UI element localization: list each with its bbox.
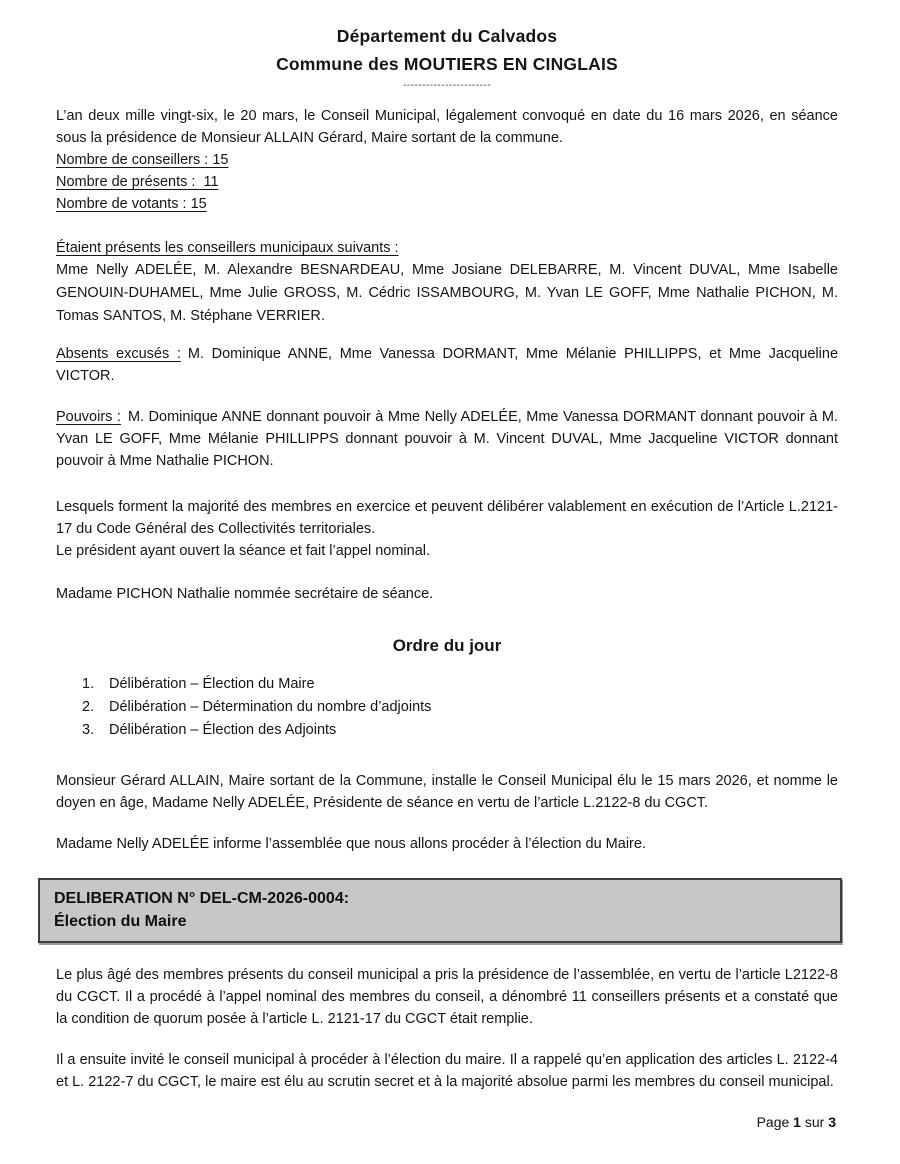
- presidence-paragraph: Le plus âgé des membres présents du conseil municipal a pris la présidence de l’assemblée, en vertu de l’article L2122-8 du CGCT. Il a procédé à l’appel nominal des membres du conseil, a dénombré 11 conseillers présents et a constaté que la condition de quorum posée à l’article L. 2121-17 du CGCT était remplie.: [56, 967, 838, 1027]
- agenda-item-1: [56, 673, 838, 696]
- installation-paragraph: Monsieur Gérard ALLAIN, Maire sortant de la Commune, installe le Conseil Municipal élu le 15 mars 2026, et nomme le doyen en âge, Madame Nelly ADELÉE, Présidente de séance en vertu de l’article L.2122-8 du CGCT.: [56, 773, 838, 811]
- counter-votants-text: Nombre de votants : 15: [56, 196, 207, 212]
- deliberation-header-box: [38, 878, 842, 943]
- department-title: Département du Calvados: [336, 26, 558, 46]
- deliberation-subject: Élection du Maire: [54, 913, 187, 930]
- absents-paragraph: [56, 343, 838, 387]
- page-footer: [757, 1112, 836, 1132]
- counter-votants: [56, 193, 838, 215]
- page-number: 1: [793, 1114, 801, 1130]
- absents-label: Absents excusés :: [56, 346, 181, 362]
- quorum-block: [56, 496, 838, 562]
- counter-conseillers-text: Nombre de conseillers : 15: [56, 152, 229, 168]
- counter-presents-text: Nombre de présents : 11: [56, 174, 219, 190]
- page-total: 3: [828, 1114, 836, 1130]
- secretary-line: Madame PICHON Nathalie nommée secrétaire de séance.: [56, 586, 434, 602]
- counters-block: [56, 149, 838, 215]
- page-word: Page: [756, 1114, 790, 1130]
- pouvoirs-text: M. Dominique ANNE donnant pouvoir à Mme Nelly ADELÉE, Mme Vanessa DORMANT donnant pouvoir à M. Yvan LE GOFF, Mme Mélanie PHILLIPPS donnant pouvoir à M. Vincent DUVAL, Mme Jacqueline VICTOR donnant pouvoir à Mme Nathalie PICHON.: [56, 409, 838, 469]
- deliberation-number: DELIBERATION N° DEL-CM-2026-0004:: [54, 890, 350, 907]
- agenda-item-3-label: Délibération – Élection des Adjoints: [109, 722, 337, 738]
- absents-text: M. Dominique ANNE, Mme Vanessa DORMANT, Mme Mélanie PHILLIPPS, et Mme Jacqueline VICTOR.: [56, 346, 839, 384]
- page-separator-word: sur: [804, 1114, 825, 1130]
- election-invitation-paragraph: Il a ensuite invité le conseil municipal à procéder à l’élection du maire. Il a rappelé qu’en application des articles L. 2122-4 et L. 2122-7 du CGCT, le maire est élu au scrutin secret et à la majorité absolue parmi les membres du conseil municipal.: [56, 1052, 838, 1090]
- appel-nominal-line: Le président ayant ouvert la séance et fait l’appel nominal.: [56, 543, 431, 559]
- agenda-item-3: [56, 719, 838, 742]
- presents-label-line: [56, 237, 838, 259]
- agenda-item-1-number: 1.: [82, 676, 95, 692]
- agenda-list: [56, 673, 838, 742]
- commune-title: Commune des MOUTIERS EN CINGLAIS: [276, 54, 618, 74]
- announcement-paragraph: Madame Nelly ADELÉE informe l’assemblée que nous allons procéder à l’élection du Maire.: [56, 836, 646, 852]
- agenda-item-2: [56, 696, 838, 719]
- agenda-item-2-number: 2.: [82, 699, 95, 715]
- dotted-separator: -----------------------: [402, 80, 492, 91]
- document-header: [56, 24, 838, 92]
- presents-label: Étaient présents les conseillers municipaux suivants :: [56, 240, 399, 256]
- counter-presents: [56, 171, 838, 193]
- counter-conseillers: [56, 149, 838, 171]
- agenda-item-1-label: Délibération – Élection du Maire: [109, 676, 315, 692]
- pouvoirs-label: Pouvoirs :: [56, 409, 121, 425]
- convocation-paragraph: L’an deux mille vingt-six, le 20 mars, le Conseil Municipal, légalement convoqué en date du 16 mars 2026, en séance sous la présidence de Monsieur ALLAIN Gérard, Maire sortant de la commune.: [56, 108, 838, 146]
- agenda-title: Ordre du jour: [392, 636, 502, 655]
- presents-names: Mme Nelly ADELÉE, M. Alexandre BESNARDEAU, Mme Josiane DELEBARRE, M. Vincent DUVAL, Mme Isabelle GENOUIN-DUHAMEL, Mme Julie GROSS, M. Cédric ISSAMBOURG, M. Yvan LE GOFF, Mme Nathalie PICHON, M. Tomas SANTOS, M. Stéphane VERRIER.: [56, 262, 838, 324]
- agenda-item-3-number: 3.: [82, 722, 95, 738]
- quorum-paragraph: Lesquels forment la majorité des membres en exercice et peuvent délibérer valablement en exécution de l’Article L.2121-17 du Code Général des Collectivités territoriales.: [56, 499, 838, 537]
- pouvoirs-paragraph: [56, 406, 838, 472]
- agenda-item-2-label: Délibération – Détermination du nombre d’adjoints: [109, 699, 432, 715]
